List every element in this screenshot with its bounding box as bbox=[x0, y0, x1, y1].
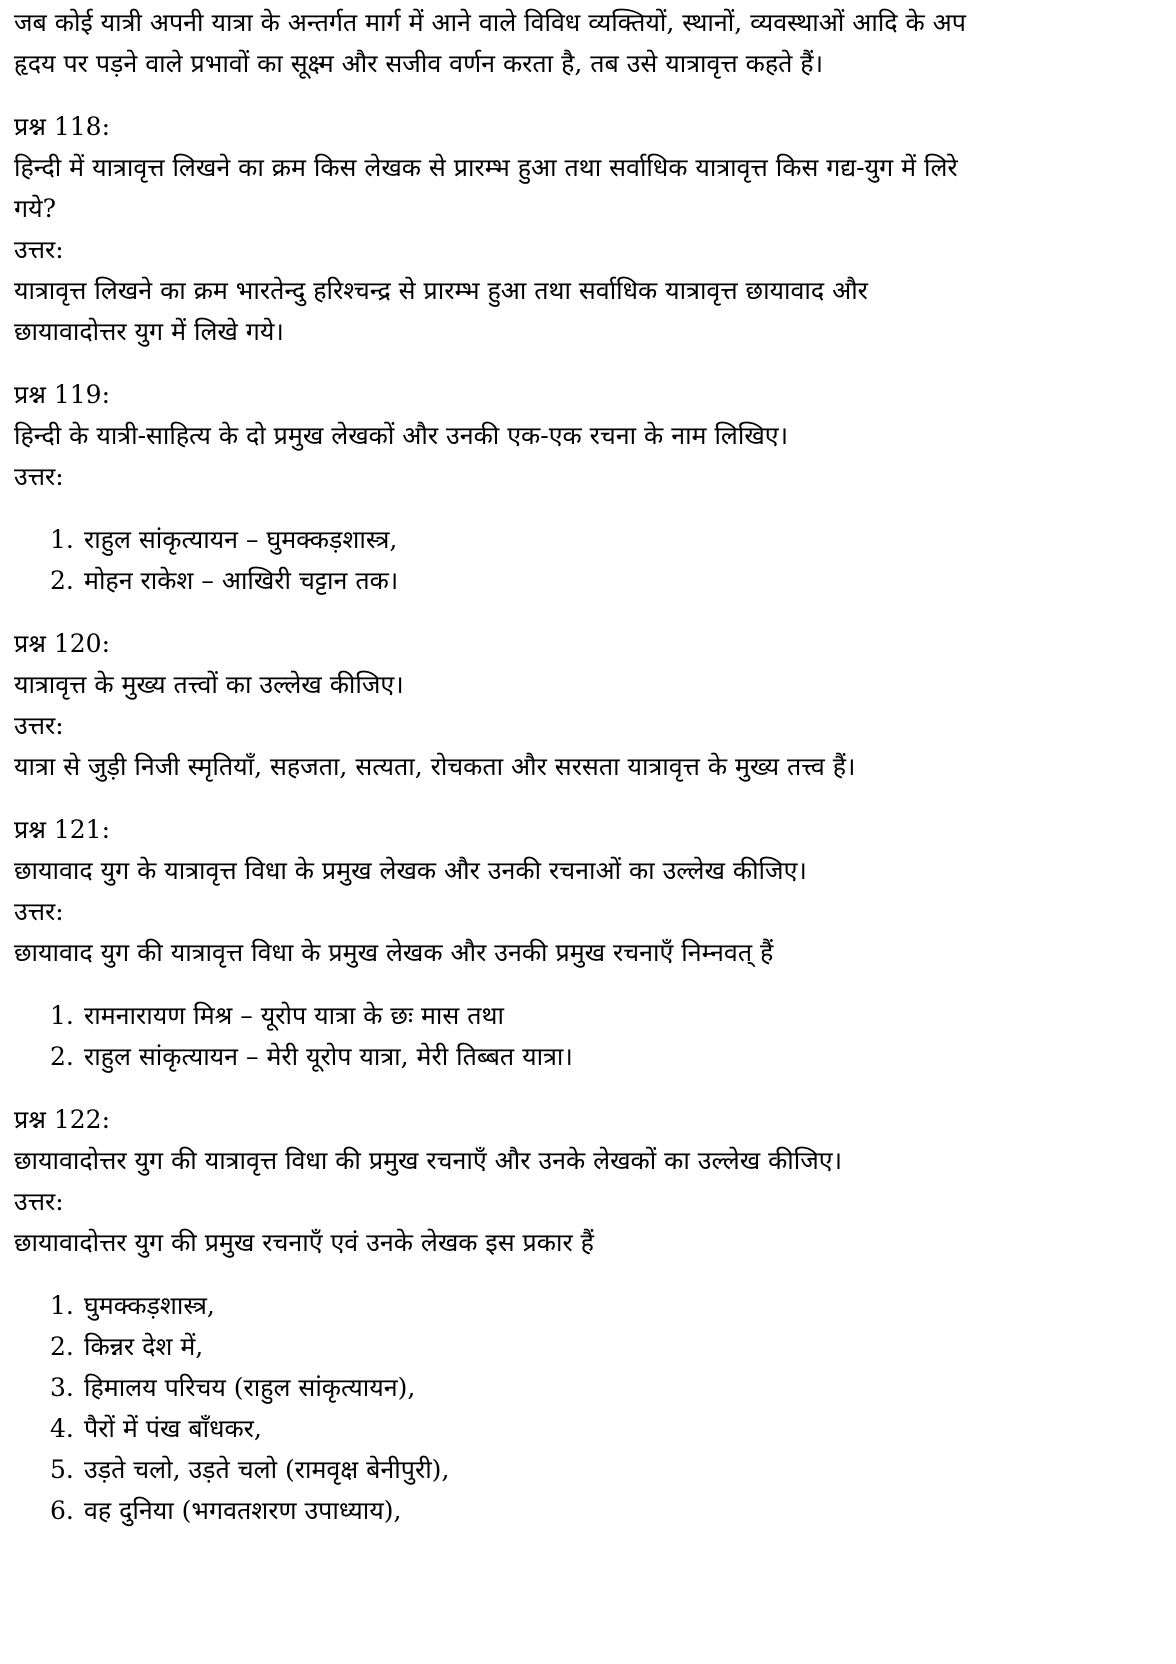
question-text: गये? bbox=[14, 194, 56, 223]
answer-list bbox=[14, 1285, 1176, 1531]
answer-label: उत्तर: bbox=[14, 1187, 64, 1216]
intro-paragraph bbox=[14, 2, 1176, 84]
intro-line: जब कोई यात्री अपनी यात्रा के अन्तर्गत मार्ग में आने वाले विविध व्यक्तियों, स्थानों, व्यवस्थाओं आदि के अप bbox=[14, 8, 966, 37]
question-text: हिन्दी के यात्री-साहित्य के दो प्रमुख लेखकों और उनकी एक-एक रचना के नाम लिखिए। bbox=[14, 421, 789, 450]
question-121 bbox=[14, 809, 1176, 1077]
question-122 bbox=[14, 1099, 1176, 1531]
list-item bbox=[50, 1285, 1176, 1326]
list-item-number: 6. bbox=[50, 1496, 74, 1525]
list-item-text: राहुल सांकृत्यायन – घुमक्कड़शास्त्र, bbox=[84, 525, 398, 554]
list-item bbox=[50, 1408, 1176, 1449]
question-heading: प्रश्न 121: bbox=[14, 815, 110, 844]
answer-text: छायावादोत्तर युग की प्रमुख रचनाएँ एवं उनके लेखक इस प्रकार हैं bbox=[14, 1228, 594, 1257]
answer-label: उत्तर: bbox=[14, 462, 64, 491]
list-item-number: 4. bbox=[50, 1414, 74, 1443]
list-item-text: उड़ते चलो, उड़ते चलो (रामवृक्ष बेनीपुरी), bbox=[84, 1455, 450, 1484]
list-item-number: 1. bbox=[50, 525, 74, 554]
list-item-text: राहुल सांकृत्यायन – मेरी यूरोप यात्रा, मेरी तिब्बत यात्रा। bbox=[84, 1042, 573, 1071]
answer-text: यात्रा से जुड़ी निजी स्मृतियाँ, सहजता, सत्यता, रोचकता और सरसता यात्रावृत्त के मुख्य तत्त्व हैं। bbox=[14, 752, 856, 781]
list-item bbox=[50, 519, 1176, 560]
list-item-text: हिमालय परिचय (राहुल सांकृत्यायन), bbox=[84, 1373, 416, 1402]
list-item-number: 2. bbox=[50, 566, 74, 595]
list-item-text: रामनारायण मिश्र – यूरोप यात्रा के छः मास तथा bbox=[84, 1001, 504, 1030]
list-item bbox=[50, 995, 1176, 1036]
question-heading: प्रश्न 118: bbox=[14, 112, 110, 141]
answer-list bbox=[14, 519, 1176, 601]
list-item bbox=[50, 1490, 1176, 1531]
list-item-number: 3. bbox=[50, 1373, 74, 1402]
answer-label: उत्तर: bbox=[14, 235, 64, 264]
question-119 bbox=[14, 374, 1176, 601]
list-item-text: पैरों में पंख बाँधकर, bbox=[84, 1414, 262, 1443]
list-item bbox=[50, 1449, 1176, 1490]
list-item-number: 1. bbox=[50, 1001, 74, 1030]
list-item bbox=[50, 560, 1176, 601]
question-heading: प्रश्न 122: bbox=[14, 1105, 110, 1134]
list-item bbox=[50, 1036, 1176, 1077]
question-120 bbox=[14, 623, 1176, 787]
list-item-text: किन्नर देश में, bbox=[84, 1332, 204, 1361]
question-text: छायावादोत्तर युग की यात्रावृत्त विधा की प्रमुख रचनाएँ और उनके लेखकों का उल्लेख कीजिए। bbox=[14, 1146, 843, 1175]
list-item-text: घुमक्कड़शास्त्र, bbox=[84, 1291, 215, 1320]
list-item-number: 2. bbox=[50, 1042, 74, 1071]
intro-line: हृदय पर पड़ने वाले प्रभावों का सूक्ष्म और सजीव वर्णन करता है, तब उसे यात्रावृत्त कहते हैं। bbox=[14, 49, 824, 78]
question-text: हिन्दी में यात्रावृत्त लिखने का क्रम किस लेखक से प्रारम्भ हुआ तथा सर्वाधिक यात्रावृत्त किस गद्य-युग में लिरे bbox=[14, 153, 958, 182]
list-item-number: 2. bbox=[50, 1332, 74, 1361]
document-page bbox=[14, 0, 1176, 1553]
list-item bbox=[50, 1326, 1176, 1367]
question-heading: प्रश्न 120: bbox=[14, 629, 110, 658]
question-text: यात्रावृत्त के मुख्य तत्त्वों का उल्लेख कीजिए। bbox=[14, 670, 404, 699]
answer-list bbox=[14, 995, 1176, 1077]
answer-text: छायावाद युग की यात्रावृत्त विधा के प्रमुख लेखक और उनकी प्रमुख रचनाएँ निम्नवत् हैं bbox=[14, 938, 774, 967]
answer-label: उत्तर: bbox=[14, 897, 64, 926]
question-heading: प्रश्न 119: bbox=[14, 380, 110, 409]
list-item bbox=[50, 1367, 1176, 1408]
answer-text: यात्रावृत्त लिखने का क्रम भारतेन्दु हरिश्चन्द्र से प्रारम्भ हुआ तथा सर्वाधिक यात्रावृत्त छायावाद और bbox=[14, 276, 868, 305]
question-118 bbox=[14, 106, 1176, 352]
list-item-text: वह दुनिया (भगवतशरण उपाध्याय), bbox=[84, 1496, 402, 1525]
answer-text: छायावादोत्तर युग में लिखे गये। bbox=[14, 317, 284, 346]
answer-label: उत्तर: bbox=[14, 711, 64, 740]
list-item-number: 1. bbox=[50, 1291, 74, 1320]
question-text: छायावाद युग के यात्रावृत्त विधा के प्रमुख लेखक और उनकी रचनाओं का उल्लेख कीजिए। bbox=[14, 856, 807, 885]
list-item-number: 5. bbox=[50, 1455, 74, 1484]
list-item-text: मोहन राकेश – आखिरी चट्टान तक। bbox=[84, 566, 399, 595]
